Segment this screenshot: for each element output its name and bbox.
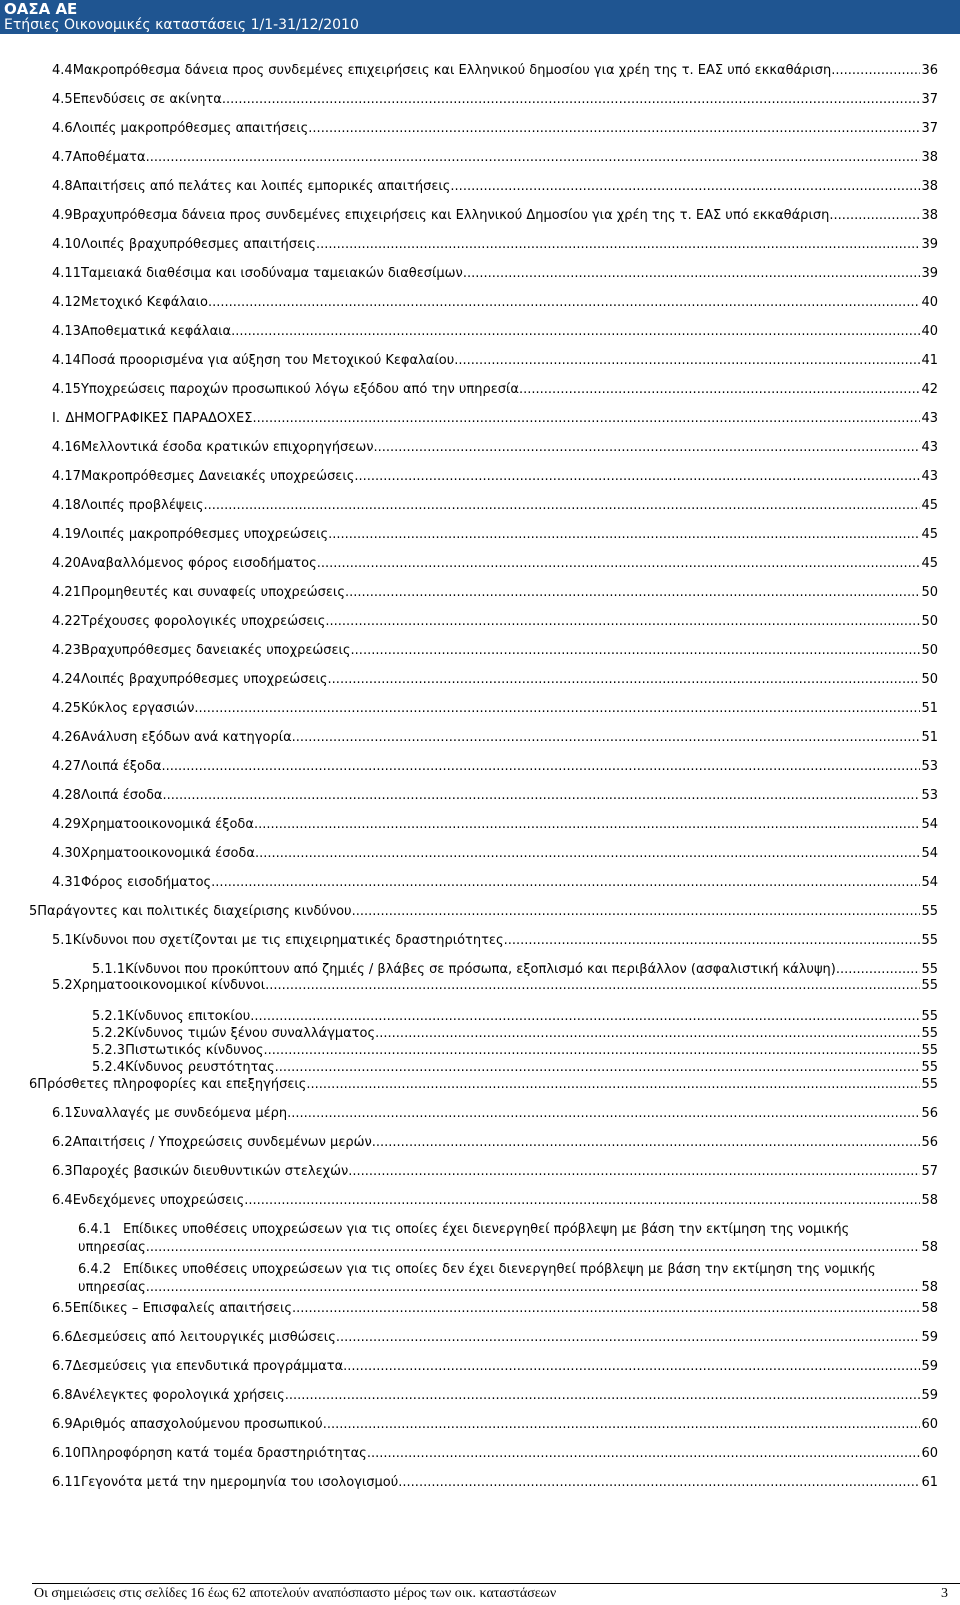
- toc-entry-title: Μετοχικό Κεφάλαιο: [80, 295, 208, 310]
- toc-entry-title: Ποσά προορισμένα για αύξηση του Μετοχικού Κεφαλαίου: [80, 353, 455, 368]
- toc-entry-title: Χρηματοοικονομικά έσοδα: [80, 846, 255, 861]
- toc-entry-page: 59: [921, 1388, 938, 1403]
- toc-entry-continuation[interactable]: [78, 1240, 938, 1255]
- toc-entry-title: Πληροφόρηση κατά τομέα δραστηριότητας: [80, 1446, 367, 1461]
- toc-entry[interactable]: [78, 1262, 938, 1277]
- toc-entry-page: 55: [921, 962, 938, 977]
- toc-entry-title: Ταμειακά διαθέσιμα και ισοδύναμα ταμειακών διαθεσίμων: [80, 266, 463, 281]
- toc-entry[interactable]: [52, 614, 938, 629]
- toc-entry-title: Επίδικες – Επισφαλείς απαιτήσεις: [72, 1301, 292, 1316]
- toc-entry-page: 36: [921, 63, 938, 78]
- toc-entry[interactable]: [52, 1106, 938, 1121]
- toc-entry-title-continuation: υπηρεσίας: [78, 1240, 146, 1255]
- toc-entry-number: 5.1.1: [92, 962, 126, 977]
- toc-entry[interactable]: [52, 295, 938, 310]
- toc-entry[interactable]: [52, 527, 938, 542]
- toc-entry-number: 6.11: [52, 1475, 81, 1490]
- toc-entry-title: Λοιπές προβλέψεις: [80, 498, 204, 513]
- dot-leader: [162, 788, 920, 803]
- dot-leader: [194, 701, 920, 716]
- toc-entry-title: Γεγονότα μετά την ημερομηνία του ισολογισμού: [80, 1475, 399, 1490]
- dot-leader: [287, 1106, 920, 1121]
- toc-entry[interactable]: [52, 1135, 938, 1150]
- dot-leader: [308, 121, 920, 136]
- toc-entry[interactable]: [52, 933, 938, 948]
- toc-entry-number: 4.30: [52, 846, 81, 861]
- toc-entry[interactable]: [52, 469, 938, 484]
- toc-entry-number: 6.10: [52, 1446, 81, 1461]
- toc-entry-page: 50: [921, 672, 938, 687]
- toc-entry[interactable]: [92, 1060, 938, 1075]
- dot-leader: [352, 904, 921, 919]
- toc-entry-title: ΔΗΜΟΓΡΑΦΙΚΕΣ ΠΑΡΑΔΟΧΕΣ: [65, 411, 253, 426]
- toc-entry[interactable]: [52, 266, 938, 281]
- dot-leader: [519, 382, 920, 397]
- toc-entry-page: 45: [921, 498, 938, 513]
- dot-leader: [244, 1193, 920, 1208]
- toc-entry-page: 58: [921, 1240, 938, 1255]
- toc-entry[interactable]: [92, 1043, 938, 1058]
- toc-entry-title: Υποχρεώσεις παροχών προσωπικού λόγω εξόδου από την υπηρεσία: [80, 382, 519, 397]
- toc-entry-title: Απαιτήσεις / Υποχρεώσεις συνδεμένων μερών: [72, 1135, 372, 1150]
- dot-leader: [161, 759, 920, 774]
- toc-entry-title: Πιστωτικός κίνδυνος: [125, 1043, 264, 1058]
- toc-entry-page: 50: [921, 614, 938, 629]
- toc-entry-number: 6.2: [52, 1135, 73, 1150]
- dot-leader: [275, 1060, 921, 1075]
- footer-note: Οι σημειώσεις στις σελίδες 16 έως 62 αποτελούν αναπόσπαστο μέρος των οικ. καταστάσεων: [34, 1586, 557, 1601]
- dot-leader: [840, 962, 920, 977]
- toc-entry[interactable]: [52, 556, 938, 571]
- dot-leader: [316, 237, 920, 252]
- toc-entry-page: 59: [921, 1330, 938, 1345]
- toc-entry-number: 5: [29, 904, 38, 919]
- toc-entry-title: Δεσμεύσεις από λειτουργικές μισθώσεις: [72, 1330, 336, 1345]
- toc-entry-title: Βραχυπρόθεσμες δανειακές υποχρεώσεις: [80, 643, 351, 658]
- toc-entry-number: 4.24: [52, 672, 81, 687]
- dot-leader: [222, 92, 921, 107]
- toc-entry-number: 5.2.4: [92, 1060, 126, 1075]
- toc-entry-title: Κίνδυνος ρευστότητας: [125, 1060, 275, 1075]
- toc-entry-page: 38: [921, 179, 938, 194]
- toc-entry-number: 4.21: [52, 585, 81, 600]
- toc-entry-number: 6.3: [52, 1164, 73, 1179]
- toc-entry-number: 4.25: [52, 701, 81, 716]
- toc-entry[interactable]: [52, 1446, 938, 1461]
- toc-entry-title: Λοιπά έξοδα: [80, 759, 162, 774]
- dot-leader: [323, 1417, 921, 1432]
- toc-entry-number: 6.5: [52, 1301, 73, 1316]
- toc-entry[interactable]: [52, 150, 938, 165]
- toc-entry-title: Λοιπές μακροπρόθεσμες απαιτήσεις: [72, 121, 309, 136]
- dot-leader: [354, 469, 920, 484]
- toc-entry-page: 50: [921, 585, 938, 600]
- toc-entry-number: 4.4: [52, 63, 73, 78]
- dot-leader: [398, 1475, 920, 1490]
- toc-entry-title: Παράγοντες και πολιτικές διαχείρισης κινδύνου: [37, 904, 352, 919]
- toc-entry-page: 54: [921, 817, 938, 832]
- toc-entry[interactable]: [52, 1301, 938, 1316]
- toc-entry-number: 6.4.1: [78, 1222, 112, 1237]
- toc-entry-page: 55: [921, 1009, 938, 1024]
- dot-leader: [372, 1135, 921, 1150]
- dot-leader: [336, 1330, 921, 1345]
- toc-entry-page: 56: [921, 1106, 938, 1121]
- toc-entry-number: 5.2.2: [92, 1026, 126, 1041]
- toc-entry-number: 4.8: [52, 179, 73, 194]
- dot-leader: [835, 63, 920, 78]
- company-name: ΟΑΣΑ ΑΕ: [4, 0, 78, 18]
- toc-entry-title: Χρηματοοικονομικοί κίνδυνοι: [72, 978, 266, 993]
- toc-entry[interactable]: [52, 1330, 938, 1345]
- toc-entry[interactable]: [52, 585, 938, 600]
- footer-divider: [32, 1583, 960, 1584]
- toc-entry-page: 42: [921, 382, 938, 397]
- toc-entry-page: 55: [921, 904, 938, 919]
- dot-leader: [454, 353, 920, 368]
- toc-entry-page: 54: [921, 846, 938, 861]
- dot-leader: [328, 527, 920, 542]
- toc-entry-number: 4.18: [52, 498, 81, 513]
- toc-entry-title: Επενδύσεις σε ακίνητα: [72, 92, 222, 107]
- toc-entry-page: 43: [921, 440, 938, 455]
- toc-entry-title: Κίνδυνος επιτοκίου: [125, 1009, 251, 1024]
- toc-entry-number: 4.19: [52, 527, 81, 542]
- toc-entry[interactable]: [92, 1009, 938, 1024]
- toc-entry[interactable]: [52, 208, 938, 223]
- toc-entry[interactable]: [52, 1388, 938, 1403]
- toc-entry-number: 4.20: [52, 556, 81, 571]
- toc-entry-number: 4.15: [52, 382, 81, 397]
- toc-entry-page: 55: [921, 1060, 938, 1075]
- toc-entry-title: Λοιπές βραχυπρόθεσμες απαιτήσεις: [80, 237, 317, 252]
- toc-entry-page: 39: [921, 237, 938, 252]
- toc-entry-title: Συναλλαγές με συνδεόμενα μέρη: [72, 1106, 288, 1121]
- toc-entry-number: 4.29: [52, 817, 81, 832]
- toc-entry-title: Αριθμός απασχολούμενου προσωπικού: [72, 1417, 323, 1432]
- toc-entry-page: 55: [921, 1043, 938, 1058]
- toc-entry[interactable]: [52, 978, 938, 993]
- toc-entry-number: 5.1: [52, 933, 73, 948]
- toc-entry-number: 6: [29, 1077, 38, 1092]
- toc-entry-title: Μελλοντικά έσοδα κρατικών επιχορηγήσεων: [80, 440, 374, 455]
- toc-entry-page: 55: [921, 1026, 938, 1041]
- toc-entry-number: 4.10: [52, 237, 81, 252]
- toc-entry[interactable]: [52, 730, 938, 745]
- dot-leader: [146, 1240, 921, 1255]
- toc-entry-page: 53: [921, 788, 938, 803]
- dot-leader: [211, 875, 920, 890]
- toc-entry[interactable]: [52, 324, 938, 339]
- toc-entry-page: 45: [921, 527, 938, 542]
- dot-leader: [351, 643, 921, 658]
- toc-entry-title: Προμηθευτές και συναφείς υποχρεώσεις: [80, 585, 345, 600]
- dot-leader: [263, 1043, 920, 1058]
- toc-entry-number: 4.26: [52, 730, 81, 745]
- toc-entry[interactable]: [52, 1359, 938, 1374]
- toc-entry[interactable]: [52, 237, 938, 252]
- toc-entry[interactable]: [52, 759, 938, 774]
- toc-entry-title: Βραχυπρόθεσμα δάνεια προς συνδεμένες επιχειρήσεις και Ελληνικού Δημοσίου για χρέη της τ. ΕΑΣ υπό εκκαθάριση: [72, 208, 830, 223]
- toc-entry-number: 4.6: [52, 121, 73, 136]
- toc-entry-page: 40: [921, 295, 938, 310]
- dot-leader: [375, 1026, 920, 1041]
- toc-entry[interactable]: [52, 1417, 938, 1432]
- toc-entry-page: 58: [921, 1193, 938, 1208]
- toc-entry-page: 37: [921, 92, 938, 107]
- toc-entry-continuation[interactable]: [78, 1280, 938, 1295]
- toc-entry-title: Αποθεματικά κεφάλαια: [80, 324, 232, 339]
- toc-entry[interactable]: [52, 121, 938, 136]
- dot-leader: [373, 440, 920, 455]
- toc-entry[interactable]: [52, 179, 938, 194]
- toc-entry[interactable]: [52, 63, 938, 78]
- toc-entry-title: Κύκλος εργασιών: [80, 701, 195, 716]
- toc-entry-number: Ι.: [52, 411, 60, 426]
- toc-entry-page: 61: [921, 1475, 938, 1490]
- toc-entry-page: 55: [921, 933, 938, 948]
- toc-entry-number: 6.9: [52, 1417, 73, 1432]
- toc-entry-page: 40: [921, 324, 938, 339]
- toc-entry-page: 57: [921, 1164, 938, 1179]
- toc-entry[interactable]: [52, 817, 938, 832]
- toc-entry-title: Μακροπρόθεσμα δάνεια προς συνδεμένες επιχειρήσεις και Ελληνικού δημοσίου για χρέη της τ. ΕΑΣ υπό εκκαθάριση.: [72, 63, 836, 78]
- toc-entry-number: 4.16: [52, 440, 81, 455]
- toc-entry-title: Κίνδυνοι που σχετίζονται με τις επιχειρηματικές δραστηριότητες: [72, 933, 504, 948]
- toc-entry-title: Τρέχουσες φορολογικές υποχρεώσεις: [80, 614, 326, 629]
- dot-leader: [325, 614, 920, 629]
- toc-entry-page: 54: [921, 875, 938, 890]
- dot-leader: [829, 208, 920, 223]
- dot-leader: [292, 1301, 920, 1316]
- dot-leader: [208, 295, 921, 310]
- toc-entry-title: Φόρος εισοδήματος: [80, 875, 212, 890]
- toc-entry-title: Χρηματοοικονομικά έξοδα: [80, 817, 254, 832]
- toc-entry-page: 60: [921, 1417, 938, 1432]
- dot-leader: [146, 1280, 921, 1295]
- toc-entry-title: Ενδεχόμενες υποχρεώσεις: [72, 1193, 245, 1208]
- toc-entry-number: 4.31: [52, 875, 81, 890]
- toc-entry-page: 43: [921, 411, 938, 426]
- toc-entry[interactable]: [52, 353, 938, 368]
- toc-entry-number: 5.2.1: [92, 1009, 126, 1024]
- toc-entry[interactable]: [52, 92, 938, 107]
- toc-entry[interactable]: [52, 440, 938, 455]
- toc-entry-number: 6.6: [52, 1330, 73, 1345]
- toc-entry[interactable]: [52, 1193, 938, 1208]
- toc-entry-number: 6.7: [52, 1359, 73, 1374]
- dot-leader: [317, 556, 921, 571]
- toc-entry[interactable]: [52, 788, 938, 803]
- dot-leader: [345, 585, 921, 600]
- toc-entry-title: Λοιπά έσοδα: [80, 788, 163, 803]
- toc-entry-title: Αποθέματα: [72, 150, 146, 165]
- dot-leader: [367, 1446, 921, 1461]
- toc-entry-title: Ανέλεγκτες φορολογικά χρήσεις: [72, 1388, 285, 1403]
- dot-leader: [328, 672, 921, 687]
- toc-entry-title: Κίνδυνος τιμών ξένου συναλλάγματος: [125, 1026, 376, 1041]
- toc-entry-title: Κίνδυνοι που προκύπτουν από ζημιές / βλάβες σε πρόσωπα, εξοπλισμό και περιβάλλον (ασφαλιστική κάλυψη).: [125, 962, 840, 977]
- toc-entry[interactable]: [92, 962, 938, 977]
- toc-entry-page: 60: [921, 1446, 938, 1461]
- toc-entry[interactable]: [52, 1164, 938, 1179]
- toc-entry-title: Αναβαλλόμενος φόρος εισοδήματος: [80, 556, 317, 571]
- dot-leader: [231, 324, 920, 339]
- dot-leader: [285, 1388, 921, 1403]
- toc-entry-title: Παροχές βασικών διευθυντικών στελεχών: [72, 1164, 349, 1179]
- toc-entry-number: 4.13: [52, 324, 81, 339]
- dot-leader: [343, 1359, 920, 1374]
- toc-entry-number: 4.12: [52, 295, 81, 310]
- toc-entry-number: 6.4: [52, 1193, 73, 1208]
- toc-entry-page: 37: [921, 121, 938, 136]
- toc-entry[interactable]: [52, 411, 938, 426]
- dot-leader: [146, 150, 921, 165]
- toc-entry-number: 4.11: [52, 266, 81, 281]
- toc-entry-title: Ανάλυση εξόδων ανά κατηγορία: [80, 730, 292, 745]
- toc-entry-title: Λοιπές βραχυπρόθεσμες υποχρεώσεις: [80, 672, 328, 687]
- toc-entry[interactable]: [52, 672, 938, 687]
- dot-leader: [250, 1009, 920, 1024]
- toc-entry[interactable]: [52, 701, 938, 716]
- toc-entry[interactable]: [29, 904, 938, 919]
- dot-leader: [306, 1077, 920, 1092]
- toc-entry-number: 4.23: [52, 643, 81, 658]
- toc-entry-page: 43: [921, 469, 938, 484]
- toc-entry-page: 53: [921, 759, 938, 774]
- toc-entry-page: 55: [921, 978, 938, 993]
- footer-page-number: 3: [941, 1586, 948, 1601]
- toc-entry-number: 4.17: [52, 469, 81, 484]
- toc-entry-number: 5.2.3: [92, 1043, 126, 1058]
- toc-entry-number: 6.8: [52, 1388, 73, 1403]
- toc-entry-page: 56: [921, 1135, 938, 1150]
- dot-leader: [348, 1164, 920, 1179]
- toc-entry-page: 38: [921, 208, 938, 223]
- toc-entry-page: 39: [921, 266, 938, 281]
- toc-entry[interactable]: [52, 382, 938, 397]
- dot-leader: [265, 978, 920, 993]
- toc-entry[interactable]: [92, 1026, 938, 1041]
- toc-entry-page: 58: [921, 1280, 938, 1295]
- dot-leader: [463, 266, 921, 281]
- toc-entry-title: Δεσμεύσεις για επενδυτικά προγράμματα: [72, 1359, 344, 1374]
- toc-entry-page: 58: [921, 1301, 938, 1316]
- toc-entry-number: 4.28: [52, 788, 81, 803]
- toc-entry[interactable]: [78, 1222, 938, 1237]
- toc-entry-page: 50: [921, 643, 938, 658]
- toc-entry-title: Μακροπρόθεσμες Δανειακές υποχρεώσεις: [80, 469, 355, 484]
- toc-entry-title: Πρόσθετες πληροφορίες και επεξηγήσεις: [37, 1077, 307, 1092]
- dot-leader: [255, 846, 921, 861]
- toc-entry-number: 4.27: [52, 759, 81, 774]
- dot-leader: [252, 411, 920, 426]
- toc-entry[interactable]: [52, 1475, 938, 1490]
- toc-entry-number: 6.1: [52, 1106, 73, 1121]
- dot-leader: [254, 817, 921, 832]
- toc-entry-page: 51: [921, 701, 938, 716]
- toc-entry-page: 45: [921, 556, 938, 571]
- toc-entry-page: 38: [921, 150, 938, 165]
- toc-entry-number: 4.5: [52, 92, 73, 107]
- toc-entry-title: Επίδικες υποθέσεις υποχρεώσεων για τις οποίες δεν έχει διενεργηθεί πρόβλεψη με βάση την εκτίμηση της νομικής: [123, 1262, 876, 1277]
- toc-entry[interactable]: [52, 498, 938, 513]
- document-subtitle: Ετήσιες Οικονομικές καταστάσεις 1/1-31/12/2010: [4, 17, 359, 33]
- dot-leader: [292, 730, 921, 745]
- toc-entry[interactable]: [52, 643, 938, 658]
- toc-entry-page: 51: [921, 730, 938, 745]
- toc-entry-page: 59: [921, 1359, 938, 1374]
- toc-entry-title: Επίδικες υποθέσεις υποχρεώσεων για τις οποίες έχει διενεργηθεί πρόβλεψη με βάση την εκτίμηση της νομικής: [123, 1222, 850, 1237]
- toc-entry-number: 4.7: [52, 150, 73, 165]
- toc-entry-title: Απαιτήσεις από πελάτες και λοιπές εμπορικές απαιτήσεις: [72, 179, 451, 194]
- toc-entry-number: 4.14: [52, 353, 81, 368]
- toc-entry-title-continuation: υπηρεσίας: [78, 1280, 146, 1295]
- toc-entry[interactable]: [29, 1077, 938, 1092]
- toc-entry-number: 4.22: [52, 614, 81, 629]
- dot-leader: [204, 498, 921, 513]
- dot-leader: [504, 933, 921, 948]
- toc-entry[interactable]: [52, 875, 938, 890]
- toc-entry-number: 5.2: [52, 978, 73, 993]
- toc-entry-title: Λοιπές μακροπρόθεσμες υποχρεώσεις: [80, 527, 329, 542]
- toc-entry-number: 4.9: [52, 208, 73, 223]
- toc-entry-page: 41: [921, 353, 938, 368]
- toc-entry[interactable]: [52, 846, 938, 861]
- dot-leader: [450, 179, 920, 194]
- toc-entry-number: 6.4.2: [78, 1262, 112, 1277]
- toc-entry-page: 55: [921, 1077, 938, 1092]
